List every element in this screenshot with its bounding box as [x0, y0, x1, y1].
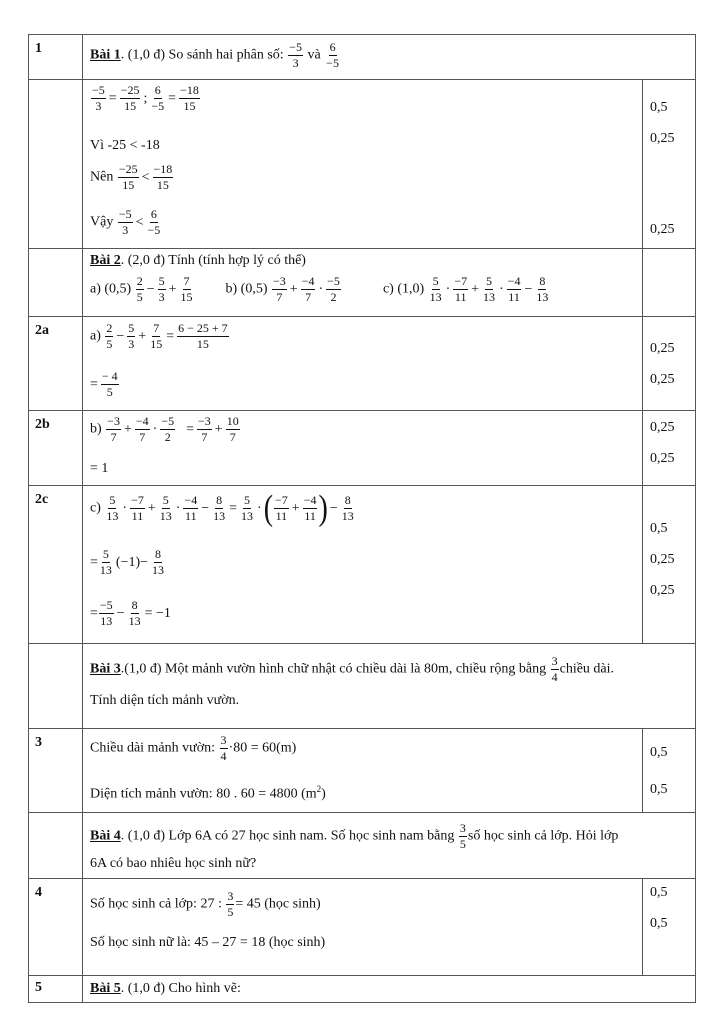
denominator: 13	[429, 290, 442, 304]
numerator: 2	[136, 274, 143, 288]
operator: =	[90, 554, 98, 570]
numerator: −3	[107, 414, 120, 428]
text-line: c) $\frac{5}{13}$ · $\frac{-7}{11}$ + $\frac{5}{13}$ · $\frac{-4}{11}$ − $\frac{8}{13}$ = $\frac{5}{13}$ ·( $\frac{-7}{11}$ + $\frac{-4}{11}$ ) − $\frac{8}{13}$	[90, 487, 354, 528]
numerator: 5	[486, 274, 492, 288]
fraction	[507, 275, 522, 304]
numerator: 6	[154, 83, 161, 97]
text-line: a) (0,5) $\frac{2}{5}$ − $\frac{5}{3}$ + $\frac{7}{15}$ b) (0,5) $\frac{-3}{7}$ + $\frac{-4}{7}$ · $\frac{-5}{2}$ c) (1,0) $\frac{5}{13}$ · $\frac{-7}{11}$ + $\frac{5}{13}$ · $\frac{-4}{11}$ − $\frac{8}{13}$	[90, 274, 549, 304]
numerator: −7	[131, 493, 144, 507]
numerator: 6 − 25 + 7	[178, 321, 228, 335]
operator: +	[291, 500, 300, 516]
row-label: 2c	[35, 492, 49, 507]
table-row	[29, 879, 696, 976]
fraction	[147, 208, 162, 237]
score: 0,25	[650, 552, 675, 567]
numerator: −4	[135, 414, 149, 428]
numerator: 3	[459, 821, 466, 835]
numerator: −3	[273, 274, 286, 288]
table-row	[29, 486, 696, 644]
denominator: 13	[341, 509, 354, 523]
table-row	[29, 976, 696, 1003]
solution-2c	[83, 486, 642, 643]
score: 0,5	[650, 100, 668, 115]
fraction	[274, 494, 289, 523]
problem-title: Bài 4	[90, 828, 121, 844]
fraction	[482, 275, 496, 304]
operator: +	[123, 421, 132, 437]
numerator: 2	[106, 321, 113, 335]
problem-title: Bài 3	[90, 661, 121, 677]
denominator: 7	[305, 290, 312, 304]
text-line: b) $\frac{-3}{7}$ + $\frac{-4}{7}$ · $\frac{-5}{2}$ = $\frac{-3}{7}$ + $\frac{10}{7}$	[90, 414, 239, 444]
problem-title: Bài 1	[90, 47, 121, 63]
text-line: Vậy $\frac{-5}{3}$ < $\frac{6}{-5}$	[90, 207, 161, 237]
fraction	[429, 275, 443, 304]
fraction	[160, 415, 175, 444]
denominator: 2	[330, 290, 337, 304]
denominator: −5	[147, 223, 161, 237]
denominator: 15	[122, 178, 135, 192]
denominator: 11	[454, 290, 467, 304]
operator: +	[471, 281, 479, 297]
denominator: 11	[185, 509, 197, 523]
text-line: Diện tích mảnh vườn: 80 . 60 = 4800 $(m^2)$	[90, 784, 326, 802]
operator: =	[168, 90, 177, 106]
fraction	[127, 322, 135, 351]
denominator: 3	[158, 290, 165, 304]
text-line: Bài 3.(1,0 đ) Một mảnh vườn hình chữ nhật có chiều dài là 80m, chiều rộng bằng $\frac{3}{4}$ chiều dài.	[90, 654, 615, 684]
fraction	[179, 84, 200, 113]
numerator: −4	[507, 274, 521, 288]
operator: (	[263, 487, 274, 528]
score: 0,5	[650, 521, 668, 536]
text-line: = 1	[90, 461, 109, 476]
numerator: −4	[303, 493, 317, 507]
denominator: 15	[156, 178, 169, 192]
text-line: Chiều dài mảnh vườn: $\frac{3}{4}$ ·80 = 60(m)	[90, 733, 297, 763]
numerator: 10	[226, 414, 239, 428]
denominator: 11	[304, 509, 316, 523]
text-line: Bài 4. (1,0 đ) Lớp 6A có 27 học sinh nam. Số học sinh nam bằng $\frac{3}{5}$ số học sinh cả lớp. Hỏi lớp	[90, 821, 619, 851]
operator: =	[90, 605, 98, 621]
fraction	[106, 415, 121, 444]
operator: ·	[318, 281, 324, 297]
numerator: −5	[327, 274, 340, 288]
denominator: 7	[139, 430, 146, 444]
solution-4	[83, 879, 642, 975]
operator: =	[229, 500, 238, 516]
denominator: 5	[227, 905, 234, 919]
answer-key-table	[28, 34, 696, 1003]
text-line: Số học sinh cả lớp: 27 : $\frac{3}{5}$ = 45 (học sinh)	[90, 889, 321, 919]
table-row	[29, 317, 696, 411]
numerator: 8	[539, 274, 546, 288]
operator: =	[186, 421, 194, 437]
denominator: 4	[551, 670, 558, 684]
row-label: 3	[35, 735, 42, 750]
operator: −	[524, 281, 533, 297]
operator: +	[289, 281, 298, 297]
operator: +	[138, 328, 147, 344]
table-row	[29, 249, 696, 317]
score: 0,25	[650, 222, 675, 237]
denominator: 3	[128, 337, 135, 351]
numerator: 8	[131, 598, 138, 612]
text-line	[90, 548, 166, 577]
operator: =	[166, 328, 175, 344]
numerator: −5	[161, 414, 175, 428]
fraction	[118, 208, 133, 237]
score: 0,25	[650, 451, 675, 466]
numerator: 8	[155, 547, 162, 561]
operator: ;	[143, 90, 148, 106]
denominator: 7	[110, 430, 117, 444]
numerator: −5	[289, 40, 302, 54]
problem-1	[83, 35, 695, 79]
operator: −	[146, 281, 155, 297]
operator: <	[135, 214, 144, 230]
denominator: 15	[183, 99, 196, 113]
denominator: 3	[292, 56, 299, 70]
operator: <	[141, 169, 150, 185]
denominator: 13	[241, 509, 254, 523]
operator: +	[168, 281, 177, 297]
numerator: 3	[551, 654, 558, 668]
operator: = −1	[144, 605, 171, 621]
problem-5	[83, 976, 695, 1002]
denominator: 13	[483, 290, 495, 304]
numerator: 7	[183, 274, 190, 288]
row-label: 1	[35, 41, 42, 56]
fraction	[118, 163, 139, 192]
numerator: 5	[244, 493, 251, 507]
numerator: −5	[99, 598, 113, 612]
operator: ·	[499, 281, 504, 297]
score: 0,25	[650, 131, 675, 146]
fraction	[135, 415, 150, 444]
numerator: −18	[153, 162, 173, 176]
fraction	[91, 84, 106, 113]
fraction	[101, 370, 119, 399]
denominator: 5	[136, 290, 143, 304]
fraction	[240, 494, 254, 523]
fraction	[226, 890, 234, 919]
operator: −	[116, 328, 125, 344]
denominator: 7	[229, 430, 236, 444]
denominator: 13	[99, 563, 112, 577]
score: 0,5	[650, 745, 668, 760]
numerator: 6	[329, 40, 336, 54]
problem-title: Bài 2	[90, 253, 121, 268]
solution-2b	[83, 411, 642, 485]
numerator: −4	[184, 493, 198, 507]
table-row	[29, 729, 696, 813]
text-line: Bài 2. (2,0 đ) Tính (tính hợp lý có thể)	[90, 253, 306, 268]
score: 0,25	[650, 420, 675, 435]
operator: −	[329, 500, 338, 516]
text-line: Bài 5. (1,0 đ) Cho hình vẽ:	[90, 981, 241, 996]
table-row	[29, 411, 696, 486]
denominator: 15	[124, 99, 137, 113]
fraction	[272, 275, 287, 304]
numerator: −4	[301, 274, 315, 288]
fraction	[288, 41, 303, 70]
denominator: 5	[106, 337, 113, 351]
fraction	[535, 275, 549, 304]
operator: ·	[445, 281, 451, 297]
fraction	[177, 322, 229, 351]
denominator: 5	[106, 385, 113, 399]
denominator: 2	[164, 430, 171, 444]
denominator: 11	[131, 509, 144, 523]
numerator: 5	[102, 547, 109, 561]
fraction	[150, 84, 165, 113]
text-line: Nên $\frac{-25}{15}$ < $\frac{-18}{15}$	[90, 162, 173, 192]
denominator: 7	[201, 430, 208, 444]
numerator: 5	[162, 493, 169, 507]
score: 0,25	[650, 583, 675, 598]
fraction	[180, 275, 194, 304]
score: 0,25	[650, 372, 675, 387]
denominator: 15	[180, 290, 193, 304]
denominator: 13	[128, 614, 141, 628]
fraction	[105, 494, 119, 523]
numerator: −3	[198, 414, 211, 428]
problem-title: Bài 5	[90, 981, 121, 996]
numerator: − 4	[101, 369, 118, 383]
numerator: −18	[180, 83, 199, 97]
fraction	[153, 163, 174, 192]
text-line	[90, 84, 201, 113]
denominator: 11	[508, 290, 520, 304]
fraction	[158, 275, 166, 304]
fraction	[303, 494, 318, 523]
text-line: Tính diện tích mảnh vườn.	[90, 693, 240, 708]
denominator: 4	[220, 749, 227, 763]
operator: )	[318, 487, 328, 528]
denominator: −5	[326, 56, 339, 70]
fraction	[459, 822, 467, 851]
score: 0,5	[650, 916, 668, 931]
score: 0,5	[650, 782, 668, 797]
operator: −	[116, 605, 125, 621]
text-line	[90, 370, 120, 399]
fraction	[159, 494, 173, 523]
denominator: 13	[152, 563, 165, 577]
problem-3	[83, 644, 695, 728]
fraction	[326, 275, 341, 304]
denominator: 15	[150, 337, 163, 351]
operator: +	[147, 500, 156, 516]
problem-2	[83, 249, 642, 316]
fraction	[120, 84, 141, 113]
fraction	[226, 415, 240, 444]
denominator: 13	[159, 509, 172, 523]
text-line: Bài 1. (1,0 đ) So sánh hai phân số: $\frac{-5}{3}$ và $\frac{6}{-5}$	[90, 40, 339, 70]
fraction	[99, 548, 113, 577]
denominator: 3	[122, 223, 129, 237]
denominator: 11	[275, 509, 288, 523]
denominator: 13	[100, 614, 113, 628]
text-line	[90, 599, 173, 628]
operator: +	[214, 421, 223, 437]
denominator: 5	[459, 837, 466, 851]
denominator: 13	[536, 290, 549, 304]
text-line: a) $\frac{2}{5}$ − $\frac{5}{3}$ + $\frac{7}{15}$ = $\frac{6 - 25 + 7}{15}$	[90, 321, 228, 351]
numerator: 8	[344, 493, 351, 507]
operator: ·	[257, 500, 262, 516]
fraction	[453, 275, 468, 304]
problem-4	[83, 813, 695, 878]
numerator: 3	[227, 889, 234, 903]
denominator: 15	[196, 337, 209, 351]
fraction	[301, 275, 316, 304]
fraction	[105, 322, 113, 351]
solution-1	[83, 80, 642, 248]
operator: ·	[152, 421, 158, 437]
denominator: 3	[95, 99, 102, 113]
numerator: −7	[454, 274, 468, 288]
fraction	[197, 415, 212, 444]
text-line: 6A có bao nhiêu học sinh nữ?	[90, 856, 257, 871]
fraction	[212, 494, 226, 523]
score: 0,25	[650, 341, 675, 356]
numerator: 8	[216, 493, 223, 507]
numerator: 5	[109, 493, 116, 507]
fraction	[151, 548, 165, 577]
fraction	[220, 734, 228, 763]
numerator: 7	[153, 321, 160, 335]
denominator: −5	[151, 99, 165, 113]
denominator: 7	[276, 290, 283, 304]
text-line: Vì -25 < -18	[90, 138, 160, 153]
operator: ·	[175, 500, 181, 516]
fraction	[149, 322, 163, 351]
numerator: −25	[118, 162, 138, 176]
numerator: −7	[275, 493, 288, 507]
operator: (−1)−	[115, 554, 149, 570]
numerator: −5	[118, 207, 132, 221]
table-row	[29, 80, 696, 249]
fraction	[128, 599, 142, 628]
operator: =	[108, 90, 117, 106]
denominator: 13	[213, 509, 226, 523]
fraction	[341, 494, 355, 523]
fraction	[136, 275, 144, 304]
fraction	[130, 494, 145, 523]
denominator: 13	[106, 509, 119, 523]
fraction	[551, 655, 559, 684]
table-row	[29, 813, 696, 879]
numerator: 5	[158, 274, 165, 288]
numerator: 3	[220, 733, 227, 747]
solution-3	[83, 729, 642, 812]
solution-2a	[83, 317, 642, 410]
text-line: Số học sinh nữ là: 45 – 27 = 18 (học sinh)	[90, 935, 326, 950]
fraction	[183, 494, 198, 523]
numerator: 5	[432, 274, 439, 288]
numerator: −25	[120, 83, 140, 97]
table-row	[29, 35, 696, 80]
row-label: 2a	[35, 323, 49, 338]
fraction	[325, 41, 340, 70]
numerator: 6	[150, 207, 157, 221]
operator: ·	[122, 500, 128, 516]
row-label: 2b	[35, 417, 50, 432]
score: 0,5	[650, 885, 668, 900]
table-row	[29, 644, 696, 729]
numerator: 5	[128, 321, 135, 335]
operator: −	[201, 500, 210, 516]
operator: =	[90, 376, 98, 392]
row-label: 5	[35, 980, 42, 995]
score-column	[643, 80, 695, 248]
row-label: 4	[35, 885, 42, 900]
numerator: −5	[92, 83, 105, 97]
fraction	[99, 599, 114, 628]
